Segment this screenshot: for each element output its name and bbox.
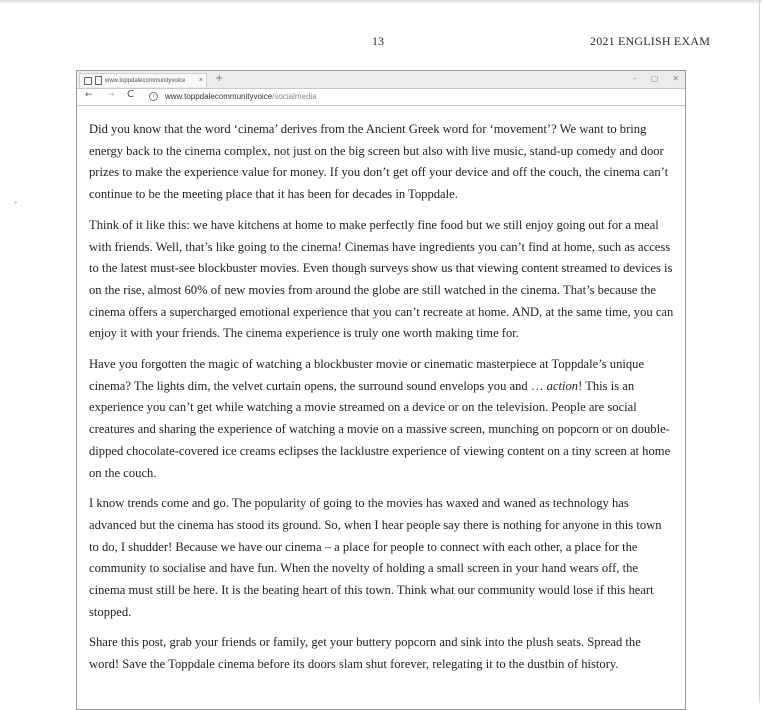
url-host: www.toppdalecommunityvoice: [165, 92, 273, 101]
tab-close-icon[interactable]: ×: [198, 77, 203, 84]
action-emphasis: action: [546, 378, 579, 393]
url-path: /socialmedia: [272, 92, 317, 101]
page-edge: [759, 0, 760, 703]
page-number: 13: [372, 34, 384, 48]
page-icon: [95, 76, 102, 85]
scan-speck: [14, 201, 17, 204]
minimize-icon[interactable]: –: [632, 74, 637, 83]
exam-title: 2021 ENGLISH EXAM: [590, 34, 711, 48]
paragraph-3-end: ! This is an experience you can’t get while watching a movie streamed on a device or on the television. People are social creatures and sharing the experience of watching a movie on a massive screen, munching on popcorn or on double-dipped chocolate-covered ice creams eclipses the lacklustre experience of viewing content on a tiny screen at home on the couch.: [89, 378, 671, 480]
browser-window: [76, 70, 686, 710]
new-tab-icon[interactable]: +: [215, 73, 224, 84]
scan-edge: [0, 0, 762, 4]
address-bar: [77, 89, 685, 106]
post-body: [89, 119, 674, 685]
paragraph-4: I know trends come and go. The popularity of going to the movies has waxed and waned as technology has advanced but the cinema has stood its ground. So, when I hear people say there is nothing for anyone in this town to do, I shudder! Because we have our cinema – a place for people to connect with each other, a place for the community to socialise and have fun. When the novelty of holding a small screen in your hand wears off, the cinema must still be here. It is the beating heart of this town. Think what our community would lose if this heart stopped.: [89, 496, 662, 619]
reload-icon[interactable]: C: [127, 89, 134, 100]
site-info-icon[interactable]: i: [149, 92, 158, 101]
tab-bar: [77, 71, 685, 89]
paragraph-3: [89, 354, 674, 484]
paragraph-1: Did you know that the word ‘cinema’ derives from the Ancient Greek word for ‘movement’? We want to bring energy back to the cinema complex, not just on the big screen but also with live music, stand-up comedy and door prizes to make the experience value for money. If you don’t get off your device and off the couch, the cinema can’t continue to be the meeting place that it has been for decades in Toppdale.: [89, 122, 669, 202]
paragraph-2: Think of it like this: we have kitchens at home to make perfectly fine food but we still enjoy going out for a meal with friends. Well, that’s like going to the cinema! Cinemas have ingredients you can’t find at home, such as access to the latest must-see blockbuster movies. Even though surveys show us that viewing content streamed to devices is on the rise, almost 60% of new movies from around the globe are still watched in the cinema. That’s because the cinema offers a supercharged emotional experience that you can’t recreate at home. AND, at the same time, you can enjoy it with your friends. The cinema experience is truly one worth making time for.: [89, 217, 674, 341]
forward-icon[interactable]: →: [107, 90, 115, 100]
browser-tab[interactable]: [79, 73, 207, 87]
maximize-icon[interactable]: ▢: [650, 74, 659, 83]
window-controls: [633, 74, 679, 83]
window-icon: [84, 77, 92, 85]
url-field[interactable]: [165, 92, 317, 101]
close-icon[interactable]: ✕: [672, 74, 679, 83]
paragraph-3-start: Have you forgotten the magic of watching a blockbuster movie or cinematic masterpiece at Toppdale’s unique cinema? The lights dim, the velvet curtain opens, the surround sound envelops you and …: [89, 357, 645, 393]
tab-title: www.toppdalecommunityvoice: [105, 77, 186, 84]
paragraph-5: Share this post, grab your friends or family, get your buttery popcorn and sink into the plush seats. Spread the word! Save the Toppdale cinema before its doors slam shut forever, relegating it to the dustbin of history.: [89, 635, 641, 672]
back-icon[interactable]: ←: [85, 90, 93, 100]
